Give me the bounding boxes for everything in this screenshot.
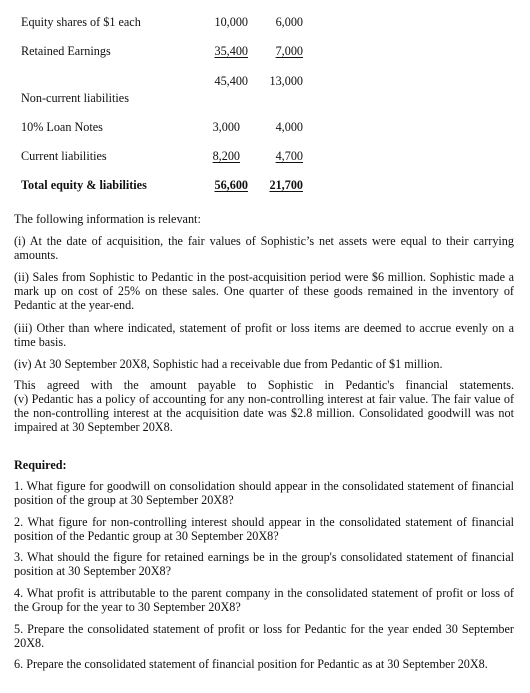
info-intro: The following information is relevant: — [14, 212, 201, 226]
row-label-non-current-liabilities: Non-current liabilities — [21, 91, 129, 105]
required-question-3: 3. What should the figure for retained earnings be in the group's consolidated statement of financial position at 30 September 20X8? — [14, 550, 514, 578]
row-value-total-col1: 56,600 — [214, 178, 248, 192]
row-label-current-liabilities: Current liabilities — [21, 149, 107, 163]
row-value-equity-shares-col2: 6,000 — [275, 15, 303, 29]
row-value-loan-notes-col2: 4,000 — [275, 120, 303, 134]
row-label-retained-earnings: Retained Earnings — [21, 44, 111, 58]
row-label-equity-shares: Equity shares of $1 each — [21, 15, 141, 29]
row-value-retained-earnings-col2: 7,000 — [275, 44, 303, 58]
row-value-subtotal-col1: 45,400 — [214, 74, 248, 88]
required-question-5: 5. Prepare the consolidated statement of profit or loss for Pedantic for the year ended 30 September 20X8. — [14, 622, 514, 650]
row-value-subtotal-col2: 13,000 — [269, 74, 303, 88]
required-question-4: 4. What profit is attributable to the parent company in the consolidated statement of profit or loss of the Group for the year to 30 September 20X8? — [14, 586, 514, 614]
info-item-iv-continued: This agreed with the amount payable to Sophistic in Pedantic's financial statements. — [14, 378, 514, 392]
row-value-current-liabilities-col2: 4,700 — [275, 149, 303, 163]
info-item-iii: (iii) Other than where indicated, statement of profit or loss items are deemed to accrue evenly on a time basis. — [14, 321, 514, 349]
row-label-loan-notes: 10% Loan Notes — [21, 120, 103, 134]
row-value-retained-earnings-col1: 35,400 — [214, 44, 248, 58]
row-value-equity-shares-col1: 10,000 — [214, 15, 248, 29]
required-question-2: 2. What figure for non-controlling interest should appear in the consolidated statement of financial position of the Pedantic group at 30 September 20X8? — [14, 515, 514, 543]
row-label-total-equity-liabilities: Total equity & liabilities — [21, 178, 147, 192]
info-item-v: (v) Pedantic has a policy of accounting for any non-controlling interest at fair value. The fair value of the non-controlling interest at the acquisition date was $2.8 million. Consolidated goodwill was not impaired at 30 September 20X8. — [14, 392, 514, 434]
required-heading: Required: — [14, 458, 67, 472]
info-item-ii: (ii) Sales from Sophistic to Pedantic in the post-acquisition period were $6 million. Sophistic made a mark up on cost of 25% on these sales. One quarter of these goods remained in the inventory of Pedantic at the year-end. — [14, 270, 514, 312]
required-question-6: 6. Prepare the consolidated statement of financial position for Pedantic as at 30 September 20X8. — [14, 657, 488, 671]
required-question-1: 1. What figure for goodwill on consolidation should appear in the consolidated statement of financial position of the group at 30 September 20X8? — [14, 479, 514, 507]
info-item-i: (i) At the date of acquisition, the fair values of Sophistic’s net assets were equal to their carrying amounts. — [14, 234, 514, 262]
info-item-iv: (iv) At 30 September 20X8, Sophistic had a receivable due from Pedantic of $1 million. — [14, 357, 443, 371]
row-value-total-col2: 21,700 — [269, 178, 303, 192]
row-value-current-liabilities-col1: 8,200 — [212, 149, 240, 163]
row-value-loan-notes-col1: 3,000 — [212, 120, 240, 134]
